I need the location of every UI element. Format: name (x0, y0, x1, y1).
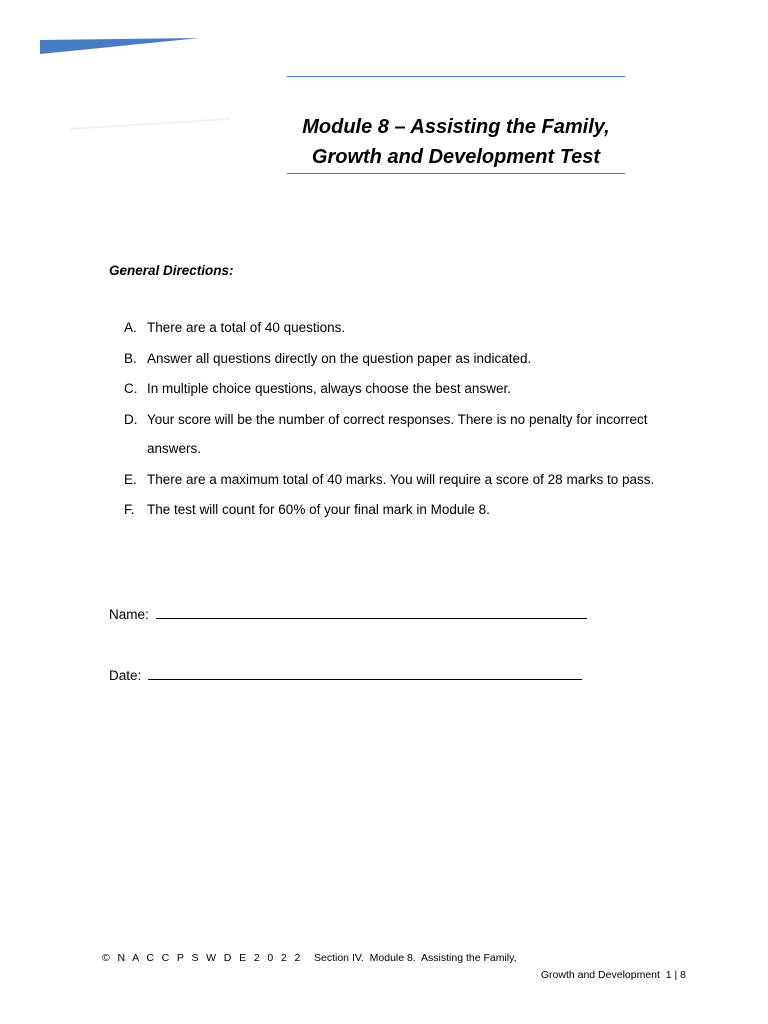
directions-list (109, 313, 669, 526)
date-label: Date: (109, 668, 142, 683)
name-blank-line[interactable] (156, 604, 587, 619)
direction-text: The test will count for 60% of your final mark in Module 8. (147, 502, 490, 517)
title-top-rule (287, 76, 625, 77)
footer-copyright: © N A C C P S W D E 2 0 2 2 (102, 952, 303, 964)
direction-text: There are a total of 40 questions. (147, 320, 346, 335)
faint-background-mark (70, 116, 230, 132)
title-bottom-rule (287, 173, 625, 174)
date-blank-line[interactable] (148, 665, 582, 680)
direction-item (109, 405, 669, 464)
direction-item (109, 313, 669, 343)
direction-item (109, 495, 669, 525)
header-accent-swoosh (40, 38, 200, 54)
title-line-2: Growth and Development Test (311, 146, 601, 168)
page-title (287, 112, 625, 172)
direction-text: Answer all questions directly on the question paper as indicated. (147, 350, 532, 366)
footer-section-label: Section IV. Module 8. Assisting the Family, (314, 952, 517, 964)
direction-item (109, 344, 669, 374)
direction-text: In multiple choice questions, always choose the best answer. (147, 381, 511, 396)
direction-item (109, 465, 669, 495)
name-label: Name: (109, 607, 149, 622)
direction-letter: B. (124, 350, 137, 366)
title-line-1: Module 8 – Assisting the Family, (302, 116, 610, 138)
name-field (109, 604, 587, 622)
direction-letter: F. (124, 502, 135, 517)
direction-item (109, 374, 669, 404)
direction-text: Your score will be the number of correct responses. There is no penalty for incorrect answers. (147, 411, 648, 456)
direction-letter: E. (124, 471, 137, 487)
direction-letter: A. (124, 320, 137, 335)
direction-letter: D. (124, 411, 138, 427)
direction-text: There are a maximum total of 40 marks. You will require a score of 28 marks to pass. (147, 471, 655, 487)
date-field (109, 665, 582, 683)
direction-letter: C. (124, 381, 138, 396)
directions-heading: General Directions: (109, 263, 234, 278)
footer-page-number: Growth and Development 1 | 8 (540, 969, 686, 981)
